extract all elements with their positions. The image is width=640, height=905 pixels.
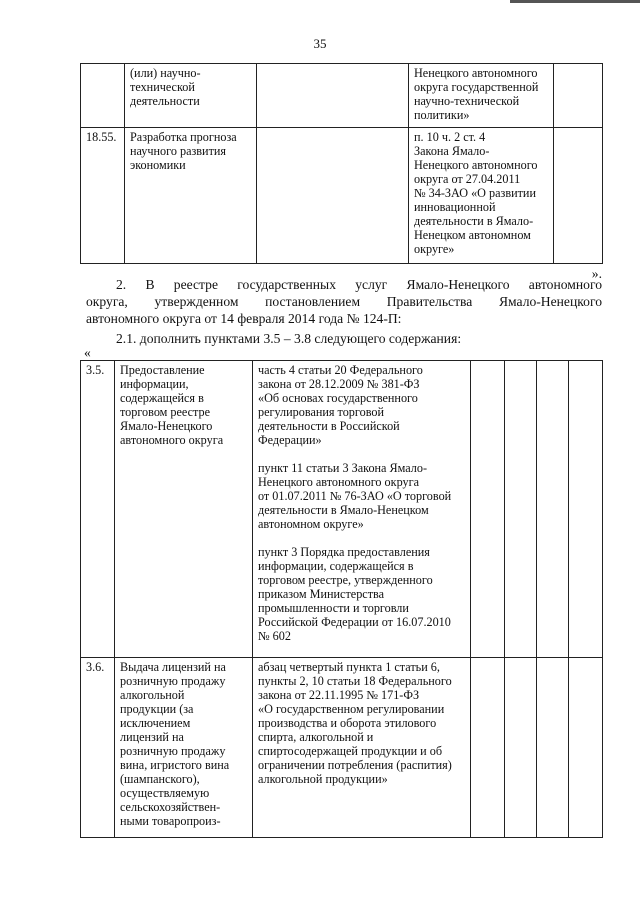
cell-line: закона от 28.12.2009 № 381-ФЗ [258, 377, 420, 391]
cell-line: продукции (за [120, 702, 194, 716]
cell-line: Разработка прогноза [130, 130, 237, 144]
legal-basis-cell [409, 128, 554, 264]
cell-line: Выдача лицензий на [120, 660, 226, 674]
cell-line: информации, содержащейся в [258, 559, 414, 573]
cell-line: пункт 11 статьи 3 Закона Ямало- [258, 461, 428, 475]
page-number: 35 [313, 36, 327, 51]
cell-line: Ненецкого автономного округа [258, 475, 420, 489]
cell-line: вина, игристого вина [120, 758, 230, 772]
cell-line: ограничении потребления (распития) [258, 758, 452, 772]
cell-line: Ямало-Ненецкого [120, 419, 213, 433]
cell-line: розничную продажу [120, 744, 226, 758]
service-name-cell [115, 361, 253, 658]
empty-cell [505, 658, 537, 838]
paragraph-line: автономного округа от 14 февраля 2014 года № 124-П: [86, 311, 402, 326]
paragraph-2 [86, 276, 602, 327]
opening-quote: « [84, 345, 91, 360]
cell-line: пункты 2, 10 статьи 18 Федерального [258, 674, 452, 688]
cell-line: Российской Федерации от 16.07.2010 [258, 615, 451, 629]
legal-basis-paragraph [258, 461, 465, 531]
empty-cell [554, 128, 603, 264]
cell-line: научного развития [130, 144, 227, 158]
cell-line: ными товаропроиз- [120, 814, 221, 828]
empty-cell [537, 361, 569, 658]
cell-line: розничную продажу [120, 674, 226, 688]
cell-line: исключением [120, 716, 191, 730]
empty-cell [569, 658, 603, 838]
cell-line: приказом Министерства [258, 587, 385, 601]
table-row [81, 361, 603, 658]
legal-basis-paragraph [258, 660, 465, 786]
service-name-cell [125, 128, 257, 264]
row-number-cell: 18.55. [81, 128, 125, 264]
empty-cell [471, 658, 505, 838]
cell-line: политики» [414, 108, 470, 122]
cell-line: промышленности и торговли [258, 601, 409, 615]
empty-cell [554, 64, 603, 128]
table-row [81, 658, 603, 838]
cell-line: от 01.07.2011 № 76-ЗАО «О торговой [258, 489, 452, 503]
paragraph-gap [258, 531, 465, 545]
empty-cell [505, 361, 537, 658]
cell-line: алкогольной [120, 688, 185, 702]
paragraph-line: округа, утвержденном постановлением Правительства Ямало-Ненецкого [86, 294, 602, 309]
paragraph-gap [258, 447, 465, 461]
table-continuation [80, 63, 603, 264]
legal-basis-cell [253, 361, 471, 658]
cell-line: округа государственной [414, 80, 539, 94]
empty-cell [569, 361, 603, 658]
cell-line: информации, [120, 377, 189, 391]
cell-line: деятельности в Ямало- [414, 214, 534, 228]
cell-line: пункт 3 Порядка предоставления [258, 545, 430, 559]
cell-line: деятельности в Ямало-Ненецком [258, 503, 429, 517]
cell-line: торговом реестре, утвержденного [258, 573, 433, 587]
table-row [81, 128, 603, 264]
legal-basis-cell [409, 64, 554, 128]
cell-line: деятельности в Российской [258, 419, 400, 433]
cell-line: спиртосодержащей продукции и об [258, 744, 443, 758]
cell-line: № 602 [258, 629, 291, 643]
empty-cell [537, 658, 569, 838]
paragraph-2-1: 2.1. дополнить пунктами 3.5 – 3.8 следующего содержания: [116, 331, 462, 346]
paragraph-line: 2. В реестре государственных услуг Ямало-Ненецкого автономного [116, 277, 602, 292]
cell-line: инновационной [414, 200, 496, 214]
empty-cell [257, 128, 409, 264]
legal-basis-paragraph [258, 545, 465, 643]
cell-line: экономики [130, 158, 186, 172]
cell-line: Федерации» [258, 433, 322, 447]
cell-line: «Об основах государственного [258, 391, 418, 405]
cell-line: содержащейся в [120, 391, 204, 405]
row-number-cell [81, 64, 125, 128]
service-name-cell [115, 658, 253, 838]
cell-line: деятельности [130, 94, 200, 108]
service-name-cell [125, 64, 257, 128]
cell-line: Закона Ямало- [414, 144, 490, 158]
cell-line: регулирования торговой [258, 405, 384, 419]
cell-line: Ненецком автономном [414, 228, 531, 242]
cell-line: Предоставление [120, 363, 205, 377]
cell-line: сельскохозяйствен- [120, 800, 221, 814]
cell-line: технической [130, 80, 195, 94]
cell-line: спирта, алкогольной и [258, 730, 374, 744]
cell-line: часть 4 статьи 20 Федерального [258, 363, 423, 377]
table-row [81, 64, 603, 128]
cell-line: автономном округе» [258, 517, 364, 531]
cell-line: абзац четвертый пункта 1 статьи 6, [258, 660, 440, 674]
table-new-items [80, 360, 603, 838]
empty-cell [471, 361, 505, 658]
cell-line: Ненецкого автономного [414, 66, 538, 80]
closing-quote: ». [591, 266, 602, 281]
cell-line: п. 10 ч. 2 ст. 4 [414, 130, 486, 144]
cell-line: научно-технической [414, 94, 520, 108]
legal-basis-cell [253, 658, 471, 838]
scan-edge-mark [510, 0, 640, 3]
cell-line: Ненецкого автономного [414, 158, 538, 172]
empty-cell [257, 64, 409, 128]
cell-line: округе» [414, 242, 455, 256]
row-number-cell: 3.5. [81, 361, 115, 658]
cell-line: торговом реестре [120, 405, 211, 419]
cell-line: «О государственном регулировании [258, 702, 445, 716]
cell-line: алкогольной продукции» [258, 772, 388, 786]
cell-line: производства и оборота этилового [258, 716, 437, 730]
cell-line: (шампанского), [120, 772, 200, 786]
cell-line: автономного округа [120, 433, 224, 447]
cell-line: № 34-ЗАО «О развитии [414, 186, 536, 200]
cell-line: закона от 22.11.1995 № 171-ФЗ [258, 688, 420, 702]
cell-line: (или) научно- [130, 66, 201, 80]
cell-line: округа от 27.04.2011 [414, 172, 521, 186]
legal-basis-paragraph [258, 363, 465, 447]
row-number-cell: 3.6. [81, 658, 115, 838]
cell-line: лицензий на [120, 730, 184, 744]
cell-line: осуществляемую [120, 786, 210, 800]
